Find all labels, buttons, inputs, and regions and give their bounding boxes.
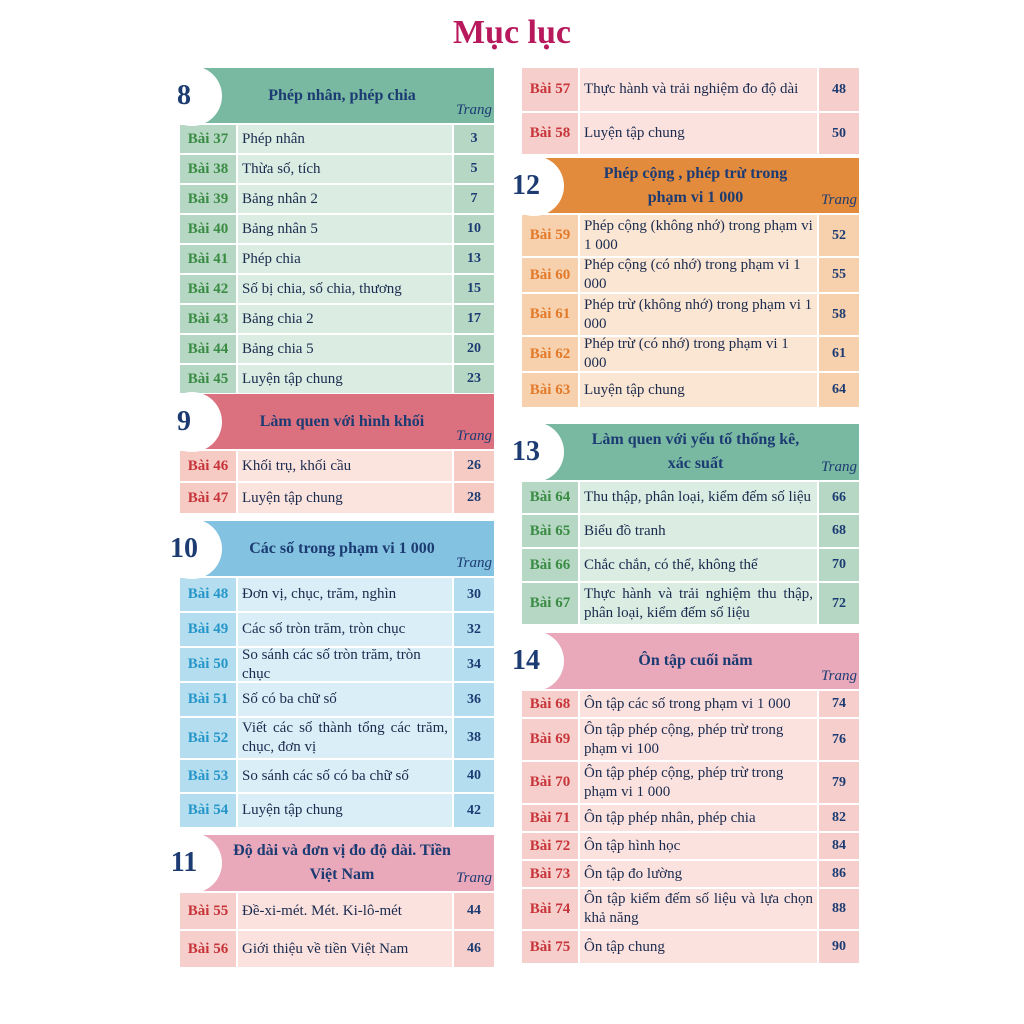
chapter-header <box>512 424 859 480</box>
lesson-row[interactable] <box>180 333 494 363</box>
lesson-name: Phép cộng (có nhớ) trong phạm vi 1 000 <box>578 258 817 292</box>
lesson-code: Bài 38 <box>180 155 236 183</box>
lesson-name: Viết các số thành tổng các trăm, chục, đơn vị <box>236 718 452 758</box>
lesson-name: Biểu đồ tranh <box>578 515 817 547</box>
lesson-page: 30 <box>452 578 494 611</box>
lesson-row[interactable] <box>522 213 859 256</box>
trang-label: Trang <box>821 668 857 684</box>
lesson-code: Bài 64 <box>522 482 578 513</box>
lesson-page: 88 <box>817 889 859 929</box>
lesson-name: Phép nhân <box>236 125 452 153</box>
lesson-code: Bài 48 <box>180 578 236 611</box>
lesson-name: Các số tròn trăm, tròn chục <box>236 613 452 646</box>
lesson-page: 28 <box>452 483 494 513</box>
lesson-row[interactable] <box>522 859 859 887</box>
lesson-page: 23 <box>452 365 494 393</box>
chapter-9 <box>177 394 494 513</box>
lesson-page: 90 <box>817 931 859 963</box>
lesson-name: So sánh các số có ba chữ số <box>236 760 452 792</box>
chapter-title: Các số trong phạm vi 1 000 <box>249 539 435 557</box>
lesson-row[interactable] <box>522 68 859 111</box>
lesson-page: 44 <box>452 893 494 929</box>
lesson-code: Bài 65 <box>522 515 578 547</box>
chapter-title: Phép cộng , phép trừ trong phạm vi 1 000 <box>603 164 788 206</box>
chapter-header <box>177 68 494 123</box>
lesson-page: 58 <box>817 294 859 335</box>
lesson-row[interactable] <box>180 481 494 513</box>
lesson-name: Luyện tập chung <box>236 365 452 393</box>
lesson-page: 52 <box>817 215 859 256</box>
lesson-page: 42 <box>452 794 494 827</box>
lesson-name: Phép trừ (có nhớ) trong phạm vi 1 000 <box>578 337 817 371</box>
lesson-page: 36 <box>452 683 494 716</box>
chapter-14 <box>512 633 859 963</box>
lesson-row[interactable] <box>522 929 859 963</box>
lesson-page: 10 <box>452 215 494 243</box>
chapter-title: Độ dài và đơn vị đo độ dài. Tiền Việt Nam <box>233 842 451 883</box>
lesson-row[interactable] <box>180 273 494 303</box>
lesson-name: Đơn vị, chục, trăm, nghìn <box>236 578 452 611</box>
lesson-code: Bài 58 <box>522 113 578 154</box>
chapter-number: 9 <box>177 405 191 437</box>
lesson-row[interactable] <box>180 243 494 273</box>
lesson-page: 86 <box>817 861 859 887</box>
lesson-row[interactable] <box>522 547 859 581</box>
lesson-name: Thu thập, phân loại, kiểm đếm số liệu <box>578 482 817 513</box>
lesson-code: Bài 45 <box>180 365 236 393</box>
lesson-page: 74 <box>817 691 859 717</box>
lesson-row[interactable] <box>180 363 494 393</box>
lesson-row[interactable] <box>180 891 494 929</box>
chapter-number: 12 <box>512 169 540 201</box>
lesson-name: Ôn tập chung <box>578 931 817 963</box>
lesson-name: Thực hành và trải nghiệm thu thập, phân loại, kiểm đếm số liệu <box>578 583 817 624</box>
lesson-row[interactable] <box>522 335 859 371</box>
lesson-page: 66 <box>817 482 859 513</box>
lesson-page: 26 <box>452 451 494 481</box>
lesson-code: Bài 37 <box>180 125 236 153</box>
lesson-code: Bài 69 <box>522 719 578 760</box>
lesson-name: Thừa số, tích <box>236 155 452 183</box>
lesson-name: Bảng chia 2 <box>236 305 452 333</box>
lesson-code: Bài 73 <box>522 861 578 887</box>
lesson-code: Bài 56 <box>180 931 236 967</box>
trang-label: Trang <box>456 428 492 444</box>
trang-label: Trang <box>456 870 492 886</box>
lesson-code: Bài 59 <box>522 215 578 256</box>
lesson-name: Ôn tập phép nhân, phép chia <box>578 805 817 831</box>
chapter-number: 13 <box>512 436 540 467</box>
lesson-page: 34 <box>452 648 494 681</box>
lesson-row[interactable] <box>522 513 859 547</box>
lesson-row[interactable] <box>180 681 494 716</box>
chapter-8 <box>177 68 494 393</box>
lesson-row[interactable] <box>522 371 859 407</box>
lesson-row[interactable] <box>522 581 859 624</box>
lesson-page: 40 <box>452 760 494 792</box>
lesson-page: 48 <box>817 68 859 111</box>
lesson-code: Bài 41 <box>180 245 236 273</box>
chapter-title: Làm quen với hình khối <box>259 412 425 430</box>
lesson-name: Bảng chia 5 <box>236 335 452 363</box>
lesson-row[interactable] <box>180 153 494 183</box>
lesson-code: Bài 60 <box>522 258 578 292</box>
trang-label: Trang <box>821 192 857 208</box>
lesson-row[interactable] <box>522 760 859 803</box>
lesson-row[interactable] <box>180 758 494 792</box>
lesson-name: Luyện tập chung <box>236 483 452 513</box>
lesson-code: Bài 57 <box>522 68 578 111</box>
lesson-page: 72 <box>817 583 859 624</box>
chapter-title: Phép nhân, phép chia <box>268 86 416 104</box>
lesson-name: Chắc chắn, có thể, không thể <box>578 549 817 581</box>
chapter-11-continued <box>522 68 859 154</box>
lesson-name: Luyện tập chung <box>236 794 452 827</box>
lesson-code: Bài 40 <box>180 215 236 243</box>
lesson-row[interactable] <box>522 887 859 929</box>
lesson-row[interactable] <box>180 646 494 681</box>
lesson-row[interactable] <box>180 929 494 967</box>
lesson-name: Bảng nhân 5 <box>236 215 452 243</box>
lesson-code: Bài 43 <box>180 305 236 333</box>
lesson-code: Bài 51 <box>180 683 236 716</box>
lesson-code: Bài 42 <box>180 275 236 303</box>
lesson-name: Khối trụ, khối cầu <box>236 451 452 481</box>
lesson-row[interactable] <box>180 792 494 827</box>
lesson-name: Ôn tập phép cộng, phép trừ trong phạm vi 1 000 <box>578 762 817 803</box>
lesson-name: Phép chia <box>236 245 452 273</box>
lesson-code: Bài 74 <box>522 889 578 929</box>
lesson-code: Bài 46 <box>180 451 236 481</box>
lesson-name: Ôn tập kiểm đếm số liệu và lựa chọn khả năng <box>578 889 817 929</box>
chapter-11 <box>170 835 494 967</box>
chapter-title: Làm quen với yếu tố thống kê, xác suất <box>591 431 800 472</box>
lesson-page: 76 <box>817 719 859 760</box>
lesson-name: Số bị chia, số chia, thương <box>236 275 452 303</box>
lesson-row[interactable] <box>522 480 859 513</box>
lesson-row[interactable] <box>180 183 494 213</box>
lesson-page: 15 <box>452 275 494 303</box>
lesson-page: 5 <box>452 155 494 183</box>
lesson-page: 20 <box>452 335 494 363</box>
lesson-name: Ôn tập đo lường <box>578 861 817 887</box>
lesson-row[interactable] <box>180 716 494 758</box>
lesson-name: Số có ba chữ số <box>236 683 452 716</box>
lesson-name: Đề-xi-mét. Mét. Ki-lô-mét <box>236 893 452 929</box>
lesson-row[interactable] <box>522 111 859 154</box>
lesson-code: Bài 50 <box>180 648 236 681</box>
page-title: Mục lục <box>452 14 572 51</box>
lesson-page: 84 <box>817 833 859 859</box>
lesson-name: Luyện tập chung <box>578 113 817 154</box>
lesson-code: Bài 44 <box>180 335 236 363</box>
chapter-13 <box>512 424 859 624</box>
lesson-row[interactable] <box>180 611 494 646</box>
lesson-code: Bài 67 <box>522 583 578 624</box>
lesson-name: Ôn tập phép cộng, phép trừ trong phạm vi 100 <box>578 719 817 760</box>
lesson-page: 7 <box>452 185 494 213</box>
lesson-name: So sánh các số tròn trăm, tròn chục <box>236 648 452 681</box>
chapter-number: 10 <box>170 532 198 564</box>
lesson-code: Bài 63 <box>522 373 578 407</box>
lesson-row[interactable] <box>522 717 859 760</box>
chapter-number: 11 <box>170 847 198 878</box>
lesson-name: Ôn tập hình học <box>578 833 817 859</box>
lesson-page: 3 <box>452 125 494 153</box>
chapter-header <box>170 521 494 576</box>
lesson-page: 50 <box>817 113 859 154</box>
lesson-name: Ôn tập các số trong phạm vi 1 000 <box>578 691 817 717</box>
lesson-code: Bài 71 <box>522 805 578 831</box>
lesson-code: Bài 72 <box>522 833 578 859</box>
lesson-row[interactable] <box>180 576 494 611</box>
lesson-name: Bảng nhân 2 <box>236 185 452 213</box>
lesson-page: 38 <box>452 718 494 758</box>
lesson-code: Bài 54 <box>180 794 236 827</box>
lesson-code: Bài 49 <box>180 613 236 646</box>
lesson-page: 46 <box>452 931 494 967</box>
lesson-name: Phép cộng (không nhớ) trong phạm vi 1 000 <box>578 215 817 256</box>
lesson-row[interactable] <box>522 689 859 717</box>
lesson-row[interactable] <box>180 449 494 481</box>
lesson-page: 68 <box>817 515 859 547</box>
lesson-name: Giới thiệu về tiền Việt Nam <box>236 931 452 967</box>
chapter-number: 14 <box>512 645 540 676</box>
chapter-header <box>177 394 494 449</box>
chapter-title: Ôn tập cuối năm <box>638 652 753 669</box>
lesson-code: Bài 62 <box>522 337 578 371</box>
lesson-name: Luyện tập chung <box>578 373 817 407</box>
chapter-header <box>512 633 859 689</box>
lesson-page: 55 <box>817 258 859 292</box>
lesson-code: Bài 52 <box>180 718 236 758</box>
chapter-number: 8 <box>177 79 191 111</box>
trang-label: Trang <box>821 459 857 475</box>
lesson-row[interactable] <box>522 256 859 292</box>
lesson-code: Bài 53 <box>180 760 236 792</box>
lesson-page: 17 <box>452 305 494 333</box>
lesson-page: 82 <box>817 805 859 831</box>
lesson-page: 13 <box>452 245 494 273</box>
lesson-page: 70 <box>817 549 859 581</box>
lesson-row[interactable] <box>180 303 494 333</box>
lesson-row[interactable] <box>522 831 859 859</box>
lesson-page: 61 <box>817 337 859 371</box>
chapter-header <box>512 158 859 213</box>
trang-label: Trang <box>456 555 492 571</box>
lesson-name: Thực hành và trải nghiệm đo độ dài <box>578 68 817 111</box>
lesson-code: Bài 39 <box>180 185 236 213</box>
lesson-row[interactable] <box>522 292 859 335</box>
chapter-header <box>170 835 494 891</box>
chapter-10 <box>170 521 494 827</box>
lesson-row[interactable] <box>180 213 494 243</box>
lesson-code: Bài 55 <box>180 893 236 929</box>
lesson-code: Bài 66 <box>522 549 578 581</box>
lesson-page: 79 <box>817 762 859 803</box>
lesson-code: Bài 47 <box>180 483 236 513</box>
lesson-code: Bài 68 <box>522 691 578 717</box>
lesson-code: Bài 61 <box>522 294 578 335</box>
lesson-page: 64 <box>817 373 859 407</box>
trang-label: Trang <box>456 102 492 118</box>
lesson-name: Phép trừ (không nhớ) trong phạm vi 1 000 <box>578 294 817 335</box>
lesson-page: 32 <box>452 613 494 646</box>
lesson-code: Bài 75 <box>522 931 578 963</box>
lesson-code: Bài 70 <box>522 762 578 803</box>
chapter-12 <box>512 158 859 407</box>
lesson-row[interactable] <box>180 123 494 153</box>
lesson-row[interactable] <box>522 803 859 831</box>
